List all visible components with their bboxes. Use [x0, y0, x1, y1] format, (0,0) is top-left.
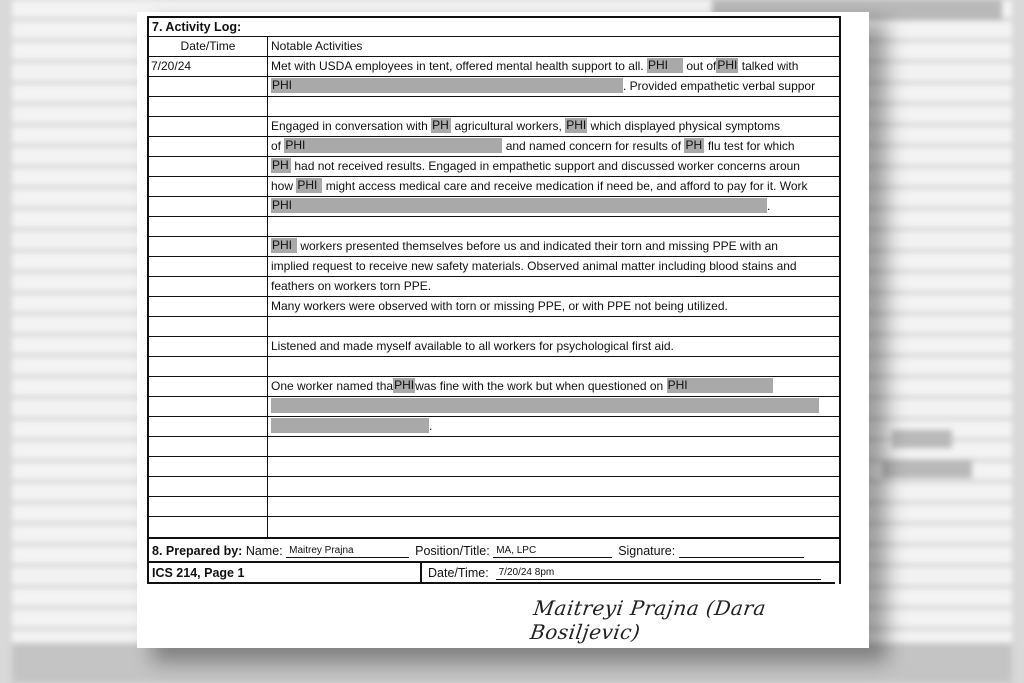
table-row [149, 137, 839, 157]
col-date-header: Date/Time [149, 37, 268, 56]
table-row [149, 397, 839, 417]
col-activities-header: Notable Activities [271, 39, 363, 53]
phi-redaction: PHI [566, 118, 587, 132]
prepared-by-row [149, 539, 839, 563]
position-label: Position/Title: [415, 544, 490, 558]
date-time-field [422, 563, 835, 584]
row-activity: PH had not received results. Engaged in empathetic support and discussed worker concerns aroun [272, 158, 800, 173]
signature-label: Signature: [618, 544, 676, 558]
page-label: ICS 214, Page 1 [147, 563, 422, 584]
redaction-bar [271, 418, 429, 433]
table-row [149, 517, 839, 539]
row-date: 7/20/24 [149, 57, 268, 76]
table-row [149, 97, 839, 117]
table-row [149, 457, 839, 477]
table-row [149, 177, 839, 197]
table-row [149, 417, 839, 437]
handwritten-signature: Maitreyi Prajna (Dara Bosiljevic) [528, 596, 768, 644]
row-activity: how PHI might access medical care and receive medication if need be, and afford to pay for it. Work [271, 178, 808, 193]
table-row [149, 377, 839, 397]
redaction-bar [271, 398, 819, 413]
table-row [149, 77, 839, 97]
datetime-label: Date/Time: [428, 566, 489, 580]
activity-log-form [147, 16, 841, 584]
table-row [149, 237, 839, 257]
section-7-title: 7. Activity Log: [149, 18, 839, 37]
table-row [149, 477, 839, 497]
phi-redaction: PHI [394, 378, 415, 392]
row-activity [268, 397, 839, 416]
table-row [149, 497, 839, 517]
phi-redaction: PHI [271, 78, 623, 93]
table-row [149, 317, 839, 337]
phi-redaction: PHI [284, 138, 502, 153]
phi-redaction: PHI [296, 178, 322, 193]
table-header [149, 37, 839, 57]
phi-redaction: PHI [647, 58, 683, 73]
table-row [149, 117, 839, 137]
row-activity: Met with USDA employees in tent, offered mental health support to all. PHI out ofPHI talked with [271, 58, 799, 73]
row-activity: Many workers were observed with torn or missing PPE, or with PPE not being utilized. [271, 299, 728, 313]
row-activity: feathers on workers torn PPE. [271, 279, 432, 293]
phi-redaction: PHI [667, 378, 773, 393]
row-activity: of PHI and named concern for results of PH flu test for which [271, 138, 795, 153]
name-label: Name: [245, 544, 283, 558]
ics-214-page [137, 12, 869, 648]
row-activity: PHI . [272, 198, 771, 213]
page-date-row [149, 563, 839, 584]
table-row [149, 217, 839, 237]
table-row [149, 197, 839, 217]
phi-redaction: PHI [271, 198, 767, 213]
phi-redaction: PH [684, 138, 704, 153]
table-row [149, 57, 839, 77]
row-activity: . [268, 417, 839, 436]
table-row [149, 277, 839, 297]
row-activity: One worker named thaPHIwas fine with the work but when questioned on PHI [268, 377, 839, 396]
table-row [149, 257, 839, 277]
position-value: MA, LPC [493, 545, 612, 558]
name-value: Maitrey Prajna [286, 545, 409, 558]
table-row [149, 337, 839, 357]
table-row [149, 437, 839, 457]
row-activity: Listened and made myself available to all workers for psychological first aid. [271, 339, 674, 353]
row-activity: PHI workers presented themselves before us and indicated their torn and missing PPE with an [272, 238, 778, 253]
table-row [149, 157, 839, 177]
phi-redaction: PH [271, 158, 291, 173]
phi-redaction: PHI [717, 58, 738, 72]
signature-line [679, 557, 804, 558]
table-row [149, 297, 839, 317]
phi-redaction: PHI [271, 238, 297, 253]
datetime-value: 7/20/24 8pm [496, 567, 821, 580]
row-activity: implied request to receive new safety materials. Observed animal matter including blood stains and [271, 259, 797, 273]
row-activity: Engaged in conversation with PH agricultural workers, PHI which displayed physical symptoms [271, 118, 780, 133]
row-activity: PHI . Provided empathetic verbal suppor [272, 78, 816, 93]
prepared-by-label: 8. Prepared by: [152, 544, 243, 558]
table-row [149, 357, 839, 377]
phi-redaction: PH [431, 118, 451, 133]
